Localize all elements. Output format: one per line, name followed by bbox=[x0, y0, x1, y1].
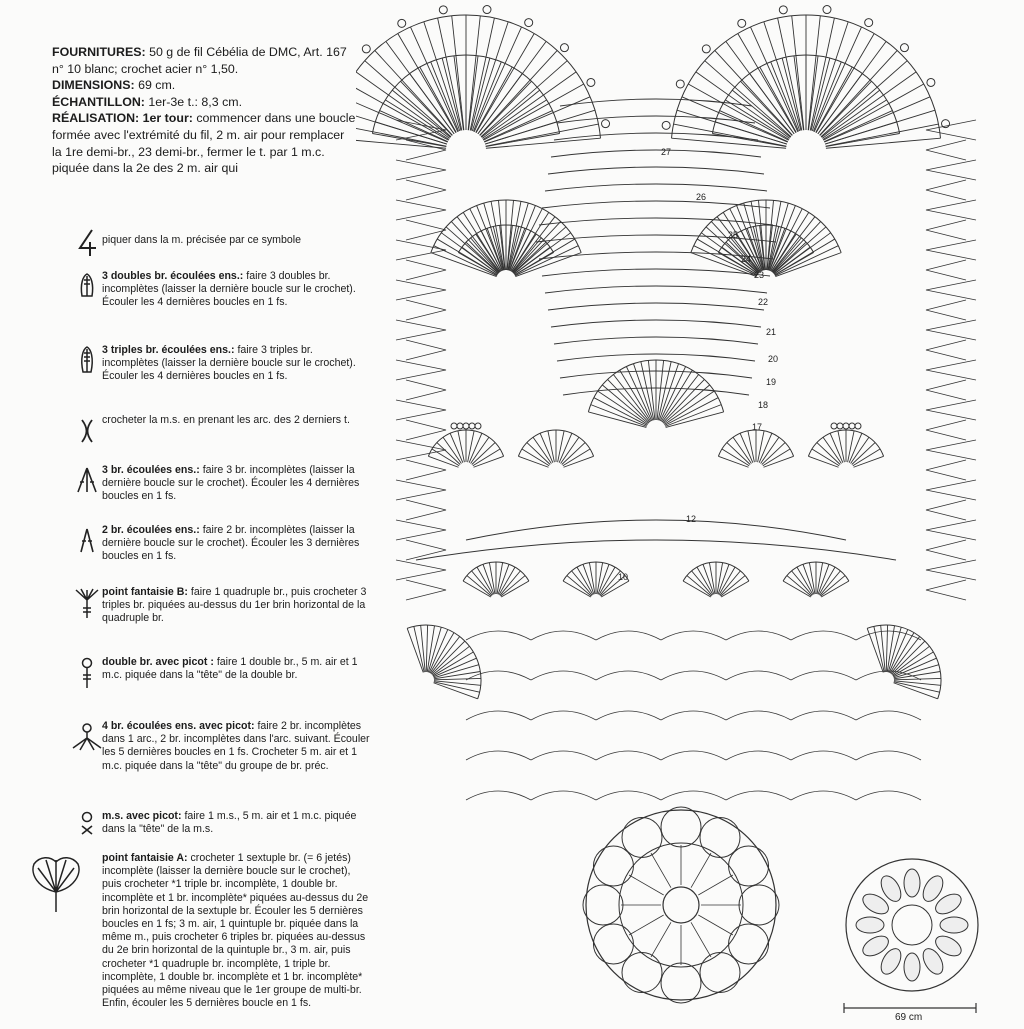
chart-stroke bbox=[811, 58, 830, 131]
picot bbox=[855, 423, 861, 429]
picot bbox=[831, 423, 837, 429]
chart-stroke bbox=[853, 449, 880, 466]
chart-stroke bbox=[514, 247, 550, 274]
picot bbox=[475, 423, 481, 429]
round-number: 24 bbox=[741, 254, 752, 264]
chart-stroke bbox=[759, 433, 772, 462]
mesh-side bbox=[926, 220, 966, 240]
mesh-side bbox=[396, 200, 446, 220]
legend-title: point fantaisie A: bbox=[102, 852, 188, 864]
lattice-arc bbox=[531, 631, 596, 640]
chart-stroke bbox=[854, 456, 884, 467]
flower-petal bbox=[729, 846, 769, 886]
mesh-row bbox=[551, 320, 761, 327]
picot bbox=[823, 6, 831, 14]
mesh-side bbox=[396, 280, 446, 300]
picot bbox=[602, 120, 610, 128]
scale-label: 69 cm bbox=[895, 1012, 923, 1023]
lattice-arc bbox=[726, 791, 791, 800]
picot bbox=[837, 423, 843, 429]
chart-stroke bbox=[356, 84, 449, 140]
chart-stroke bbox=[426, 625, 427, 672]
round-number: 12 bbox=[686, 514, 697, 524]
flower-petal bbox=[622, 953, 662, 993]
chart-stroke bbox=[886, 625, 887, 672]
chart-stroke bbox=[887, 626, 894, 672]
mesh-side bbox=[926, 340, 966, 360]
mesh-side bbox=[926, 440, 976, 460]
mesh-side bbox=[926, 140, 966, 160]
legend-title: 3 triples br. écoulées ens.: bbox=[102, 344, 235, 356]
dimensions-label: DIMENSIONS: bbox=[52, 78, 135, 93]
mesh-side bbox=[406, 580, 446, 600]
mesh-side bbox=[406, 460, 446, 480]
mesh-side bbox=[396, 360, 446, 380]
picot bbox=[587, 78, 595, 86]
lattice-arc bbox=[791, 631, 856, 640]
two-trebles-cluster-icon bbox=[70, 524, 104, 558]
mesh-side bbox=[926, 560, 976, 580]
mesh-side bbox=[406, 420, 446, 440]
picot bbox=[662, 121, 670, 129]
chart-stroke bbox=[469, 433, 482, 462]
lattice-arc bbox=[856, 711, 921, 720]
chart-stroke bbox=[820, 50, 898, 135]
lattice-arc bbox=[791, 791, 856, 800]
picot bbox=[451, 423, 457, 429]
picot bbox=[779, 6, 787, 14]
chart-stroke bbox=[434, 678, 481, 679]
lattice-arc bbox=[466, 791, 531, 800]
chart-stroke bbox=[432, 641, 465, 674]
mesh-row bbox=[545, 286, 767, 293]
lattice-arc bbox=[466, 751, 531, 760]
chart-stroke bbox=[816, 67, 852, 133]
mesh-side bbox=[406, 220, 446, 240]
chart-stroke bbox=[548, 431, 554, 462]
flower-petal bbox=[700, 817, 740, 857]
legend-title: point fantaisie B: bbox=[102, 586, 188, 598]
three-trebles-cluster-icon bbox=[70, 464, 104, 498]
chart-stroke bbox=[458, 253, 497, 276]
flower-outer bbox=[586, 810, 776, 1000]
echantillon-label: ÉCHANTILLON: bbox=[52, 94, 145, 109]
arrow-insert-icon bbox=[70, 226, 104, 260]
lattice-arc bbox=[596, 671, 661, 680]
lattice-arc bbox=[531, 791, 596, 800]
picot bbox=[457, 423, 463, 429]
mesh-side bbox=[926, 380, 966, 400]
motif-center bbox=[892, 905, 932, 945]
mesh-side bbox=[406, 260, 446, 280]
lattice-arc bbox=[596, 791, 661, 800]
fan-stitch-a-icon bbox=[24, 852, 88, 916]
echantillon-text: 1er-3e t.: 8,3 cm. bbox=[148, 94, 243, 109]
mesh-side bbox=[406, 340, 446, 360]
legend-text: crocheter la m.s. en prenant les arc. des 2 derniers t. bbox=[102, 414, 350, 426]
flower-petal bbox=[622, 817, 662, 857]
flower-petal bbox=[700, 953, 740, 993]
lattice-arc bbox=[726, 671, 791, 680]
chart-stroke bbox=[559, 433, 572, 462]
mesh-side bbox=[926, 180, 966, 200]
chart-stroke bbox=[432, 449, 459, 466]
crochet-chart-diagram bbox=[356, 0, 1024, 1024]
lattice-arc bbox=[726, 631, 791, 640]
chart-stroke bbox=[760, 67, 796, 133]
fournitures-label: FOURNITURES: bbox=[52, 45, 146, 59]
fan-stitch-b-icon bbox=[70, 586, 104, 620]
chart-stroke bbox=[740, 433, 753, 462]
lattice-arc bbox=[466, 631, 531, 640]
round-number: 17 bbox=[752, 422, 763, 432]
mesh-side bbox=[926, 260, 966, 280]
lattice-arc bbox=[596, 751, 661, 760]
chart-stroke bbox=[758, 431, 764, 462]
flower-petal bbox=[661, 963, 701, 1003]
lattice-arc bbox=[661, 791, 726, 800]
flower-petal bbox=[661, 807, 701, 847]
chart-stroke bbox=[522, 449, 549, 466]
chart-stroke bbox=[407, 628, 423, 672]
chart-stroke bbox=[563, 449, 590, 466]
picot bbox=[560, 44, 568, 52]
chart-stroke bbox=[471, 58, 490, 131]
flower-center bbox=[663, 887, 699, 923]
mesh-row bbox=[548, 167, 764, 174]
mesh-side bbox=[396, 480, 446, 500]
chart-stroke bbox=[892, 641, 925, 674]
mesh-side bbox=[406, 300, 446, 320]
flower-petal bbox=[739, 885, 779, 925]
picot bbox=[738, 19, 746, 27]
mesh-side bbox=[396, 560, 446, 580]
mesh-side bbox=[926, 320, 976, 340]
mesh-side bbox=[926, 360, 976, 380]
four-trebles-picot-icon bbox=[70, 720, 104, 754]
lattice-arc bbox=[791, 751, 856, 760]
mesh-row bbox=[548, 303, 764, 310]
chart-stroke bbox=[431, 253, 497, 277]
round-number: 27 bbox=[661, 147, 672, 157]
round-number: 18 bbox=[758, 400, 769, 410]
lattice-arc bbox=[661, 751, 726, 760]
mesh-side bbox=[926, 280, 976, 300]
fournitures-text: 50 g de fil Cébélia de DMC, Art. 167 n° 10 blanc; crochet acier n° 1,50. bbox=[52, 45, 347, 76]
mesh-side bbox=[396, 160, 446, 180]
picot bbox=[469, 423, 475, 429]
mesh-side bbox=[406, 380, 446, 400]
picot bbox=[865, 19, 873, 27]
lattice-arc bbox=[726, 711, 791, 720]
chart-stroke bbox=[474, 456, 504, 467]
sc-picot-icon bbox=[70, 808, 104, 842]
pattern-intro bbox=[52, 44, 357, 177]
picot bbox=[362, 45, 370, 53]
mesh-side bbox=[926, 420, 966, 440]
chart-stroke bbox=[473, 449, 500, 466]
picot bbox=[439, 6, 447, 14]
mesh-side bbox=[926, 240, 976, 260]
chart-stroke bbox=[849, 433, 862, 462]
chart-stroke bbox=[558, 431, 564, 462]
chart-stroke bbox=[480, 50, 558, 135]
picot bbox=[398, 19, 406, 27]
legend-title: double br. avec picot : bbox=[102, 656, 214, 668]
dimensions-text: 69 cm. bbox=[138, 78, 176, 93]
legend-text: faire 3 triples br. incomplètes (laisser la dernière boucle sur le crochet). Écouler les 4 dernières boucles en 1 fs. bbox=[102, 344, 356, 383]
chart-stroke bbox=[867, 628, 883, 672]
lattice-arc bbox=[856, 791, 921, 800]
chart-stroke bbox=[458, 431, 464, 462]
mesh-side bbox=[926, 460, 966, 480]
mesh-row bbox=[542, 269, 770, 276]
chart-stroke bbox=[830, 433, 843, 462]
chart-stroke bbox=[375, 50, 453, 135]
chart-stroke bbox=[691, 853, 711, 888]
chart-stroke bbox=[462, 247, 498, 274]
chart-stroke bbox=[442, 58, 461, 131]
lattice-arc bbox=[791, 711, 856, 720]
lattice-arc bbox=[661, 631, 726, 640]
lattice-arc bbox=[726, 751, 791, 760]
mesh-side bbox=[926, 540, 966, 560]
picot bbox=[900, 44, 908, 52]
lattice-arc bbox=[466, 711, 531, 720]
legend-text: faire 2 br. incomplètes dans 1 arc., 2 br. incomplètes dans l'arc. suivant. Écouler les 5 dernières boucles en 1 fs. Crocheter 5 m. air et 1 m.c. piquée dans la "tête" du groupe de br. préc. bbox=[102, 720, 370, 772]
chart-stroke bbox=[722, 247, 758, 274]
lattice-arc bbox=[531, 671, 596, 680]
legend-text: faire 2 br. incomplètes (laisser la dernière boucle sur le crochet). Écouler les 3 dernières boucles en 1 fs. bbox=[102, 524, 360, 563]
mesh-side bbox=[926, 120, 976, 140]
chart-stroke bbox=[564, 456, 594, 467]
legend-text: faire 1 quadruple br., puis crocheter 3 triples br. piquées au-dessus du 1er brin horizontal de la quadruple br. bbox=[102, 586, 367, 625]
mesh-side bbox=[926, 480, 976, 500]
mesh-row bbox=[551, 150, 761, 157]
realisation-text: commencer dans une boucle formée avec l'extrémité du fil, 2 m. air pour remplacer la 1re demi-br., 23 demi-br., fermer le t. par 1 m.c. piquée dans la 2e des 2 m. air qui bbox=[52, 111, 356, 176]
mesh-side bbox=[406, 500, 446, 520]
chart-stroke bbox=[775, 253, 814, 276]
chart-stroke bbox=[629, 915, 664, 935]
chart-stroke bbox=[775, 253, 841, 277]
round-number: 25 bbox=[728, 230, 739, 240]
picot bbox=[702, 45, 710, 53]
legend-text: faire 3 doubles br. incomplètes (laisser la dernière boucle sur le crochet). Écouler les 4 dernières boucles en 1 fs. bbox=[102, 270, 356, 309]
crossed-sc-icon bbox=[70, 414, 104, 448]
lattice-arc bbox=[856, 751, 921, 760]
chart-stroke bbox=[748, 431, 754, 462]
arc-row bbox=[466, 520, 846, 540]
chart-stroke bbox=[434, 683, 478, 699]
three-double-trebles-icon bbox=[70, 270, 104, 304]
chart-stroke bbox=[476, 67, 512, 133]
flower-petal bbox=[593, 846, 633, 886]
realisation-label: RÉALISATION: 1er tour: bbox=[52, 111, 193, 126]
mesh-side bbox=[926, 200, 976, 220]
flower-petal bbox=[593, 924, 633, 964]
legend-title: 4 br. écoulées ens. avec picot: bbox=[102, 720, 255, 732]
round-number: 20 bbox=[768, 354, 779, 364]
chart-stroke bbox=[774, 247, 810, 274]
double-treble-picot-icon bbox=[70, 656, 104, 690]
mesh-side bbox=[926, 300, 966, 320]
chart-stroke bbox=[808, 456, 838, 467]
mesh-side bbox=[926, 580, 966, 600]
mesh-side bbox=[926, 500, 966, 520]
chart-stroke bbox=[468, 431, 474, 462]
mesh-row bbox=[542, 201, 770, 208]
legend-text: crocheter 1 sextuple br. (= 6 jetés) incomplète (laisser la dernière boucle sur le crochet), puis crocheter *1 triple br. incomplète, 1 double br. incomplète et 1 br. incomplète* piquées au-dessus du 2e brin horizontal de la sextuple br. Écouler les 5 dernières boucles en 1 fs; 3 m. air, 1 quintuple br. piquée dans la même m., puis crocheter 6 triples br. piquées au-dessus du 2e brin horizontal de la quintuple br., 3 m. air, puis crocheter *1 quadruple br. incomplète, 1 triple br. incomplète, 1 double br. incomplète et 1 br. incomplète* piquées au même niveau que le 1er groupe de multi-br. Enfin, écouler les 5 dernières boucle en 1 fs. bbox=[102, 852, 369, 1010]
chart-stroke bbox=[838, 431, 844, 462]
mesh-side bbox=[926, 160, 976, 180]
legend-text: faire 3 br. incomplètes (laisser la dernière boucle sur le crochet). Écouler les 4 dernières boucles en 1 fs. bbox=[102, 464, 360, 503]
lattice-arc bbox=[661, 671, 726, 680]
chart-stroke bbox=[722, 449, 749, 466]
chart-stroke bbox=[698, 875, 733, 895]
mesh-side bbox=[396, 240, 446, 260]
legend-title: 3 doubles br. écoulées ens.: bbox=[102, 270, 244, 282]
chart-stroke bbox=[782, 58, 801, 131]
mesh-side bbox=[396, 400, 446, 420]
chart-stroke bbox=[894, 683, 938, 699]
legend-text: faire 1 m.s., 5 m. air et 1 m.c. piquée dans la "tête" de la m.s. bbox=[102, 810, 357, 836]
lattice-arc bbox=[856, 631, 921, 640]
mesh-side bbox=[396, 440, 446, 460]
round-number: 10 bbox=[618, 572, 629, 582]
mesh-row bbox=[557, 116, 755, 123]
round-number: 22 bbox=[758, 297, 769, 307]
legend-title: 3 br. écoulées ens.: bbox=[102, 464, 200, 476]
chart-stroke bbox=[651, 853, 671, 888]
picot bbox=[483, 6, 491, 14]
chart-stroke bbox=[518, 456, 548, 467]
chart-stroke bbox=[427, 626, 434, 672]
chart-stroke bbox=[763, 449, 790, 466]
flower-petal bbox=[583, 885, 623, 925]
mesh-row bbox=[554, 133, 758, 140]
lattice-arc bbox=[596, 711, 661, 720]
legend-title: 2 br. écoulées ens.: bbox=[102, 524, 200, 536]
chart-stroke bbox=[450, 433, 463, 462]
lattice-arc bbox=[661, 711, 726, 720]
mesh-row bbox=[560, 99, 752, 106]
legend-text: faire 1 double br., 5 m. air et 1 m.c. piquée dans la "tête" de la double br. bbox=[102, 656, 358, 682]
mesh-side bbox=[406, 540, 446, 560]
motif-petal bbox=[940, 917, 968, 933]
round-number: 26 bbox=[696, 192, 707, 202]
chart-stroke bbox=[764, 456, 794, 467]
mesh-row bbox=[554, 337, 758, 344]
mesh-side bbox=[926, 400, 976, 420]
flower-petal bbox=[729, 924, 769, 964]
chart-stroke bbox=[718, 456, 748, 467]
arc-row bbox=[416, 540, 896, 560]
picot bbox=[927, 78, 935, 86]
mesh-row bbox=[545, 184, 767, 191]
lattice-arc bbox=[596, 631, 661, 640]
legend-text: piquer dans la m. précisée par ce symbole bbox=[102, 234, 302, 246]
motif-petal bbox=[904, 953, 920, 981]
motif-petal bbox=[904, 869, 920, 897]
mesh-side bbox=[396, 520, 446, 540]
round-number: 21 bbox=[766, 327, 777, 337]
chart-stroke bbox=[434, 672, 480, 679]
picot bbox=[849, 423, 855, 429]
picot bbox=[525, 19, 533, 27]
picot bbox=[463, 423, 469, 429]
round-number: 19 bbox=[766, 377, 777, 387]
chart-stroke bbox=[848, 431, 854, 462]
chart-stroke bbox=[691, 922, 711, 957]
chart-stroke bbox=[651, 922, 671, 957]
chart-stroke bbox=[629, 875, 664, 895]
chart-stroke bbox=[428, 456, 458, 467]
chart-stroke bbox=[420, 67, 456, 133]
lattice-arc bbox=[531, 711, 596, 720]
chart-stroke bbox=[812, 449, 839, 466]
chart-stroke bbox=[515, 253, 554, 276]
picot bbox=[843, 423, 849, 429]
mesh-side bbox=[926, 520, 976, 540]
motif-petal bbox=[856, 917, 884, 933]
picot bbox=[676, 80, 684, 88]
round-number: 23 bbox=[754, 270, 765, 280]
three-triple-trebles-icon bbox=[70, 344, 104, 378]
mesh-side bbox=[396, 320, 446, 340]
chart-stroke bbox=[698, 915, 733, 935]
lattice-arc bbox=[531, 751, 596, 760]
chart-stroke bbox=[540, 433, 553, 462]
lattice-arc bbox=[791, 671, 856, 680]
legend-title: m.s. avec picot: bbox=[102, 810, 182, 822]
mesh-side bbox=[406, 180, 446, 200]
